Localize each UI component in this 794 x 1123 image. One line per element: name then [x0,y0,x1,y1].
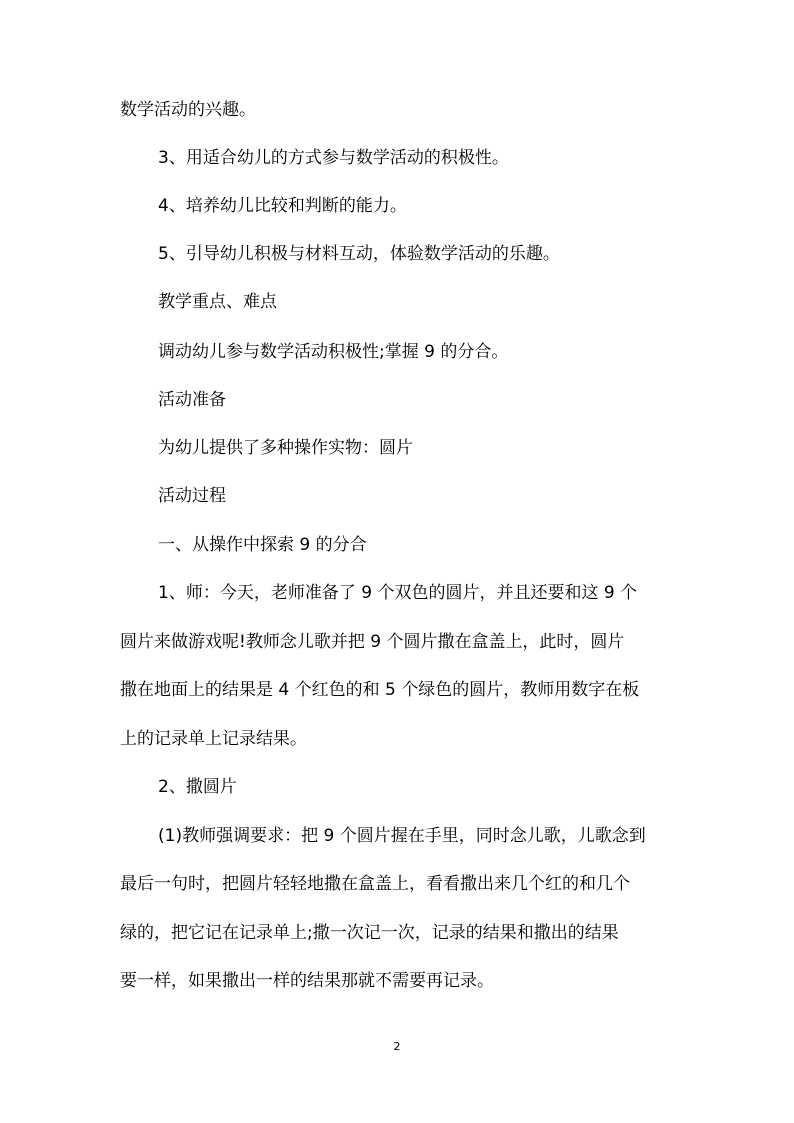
section-heading: 教学重点、难点 [158,292,277,312]
paragraph-line: 1、师：今天，老师准备了 9 个双色的圆片，并且还要和这 9 个 [158,583,638,603]
paragraph-line: 撒在地面上的结果是 4 个红色的和 5 个绿色的圆片，教师用数字在板 [120,680,640,700]
paragraph-line: 圆片来做游戏呢!教师念儿歌并把 9 个圆片撒在盒盖上，此时，圆片 [120,632,625,652]
paragraph-line: 一、从操作中探索 9 的分合 [158,535,367,555]
paragraph-line: 2、撒圆片 [158,777,237,797]
paragraph-line: 要一样，如果撒出一样的结果那就不需要再记录。 [120,971,494,991]
paragraph-line: 调动幼儿参与数学活动积极性;掌握 9 的分合。 [158,342,509,362]
paragraph-line: 为幼儿提供了多种操作实物：圆片 [158,438,413,458]
paragraph-line: 5、引导幼儿积极与材料互动，体验数学活动的乐趣。 [158,244,560,264]
paragraph-line: 4、培养幼儿比较和判断的能力。 [158,196,407,216]
section-heading: 活动过程 [158,486,226,506]
paragraph-line: 绿的，把它记在记录单上;撒一次记一次，记录的结果和撒出的结果 [120,923,619,943]
paragraph-line: 上的记录单上记录结果。 [120,729,307,749]
section-heading: 活动准备 [158,390,226,410]
paragraph-line: 最后一句时，把圆片轻轻地撒在盒盖上，看看撒出来几个红的和几个 [120,874,630,894]
paragraph-line: 3、用适合幼儿的方式参与数学活动的积极性。 [158,148,509,168]
paragraph-line: (1)教师强调要求：把 9 个圆片握在手里，同时念儿歌，儿歌念到 [158,826,646,846]
paragraph-line: 数学活动的兴趣。 [120,100,256,120]
page-number: 2 [393,1040,401,1053]
